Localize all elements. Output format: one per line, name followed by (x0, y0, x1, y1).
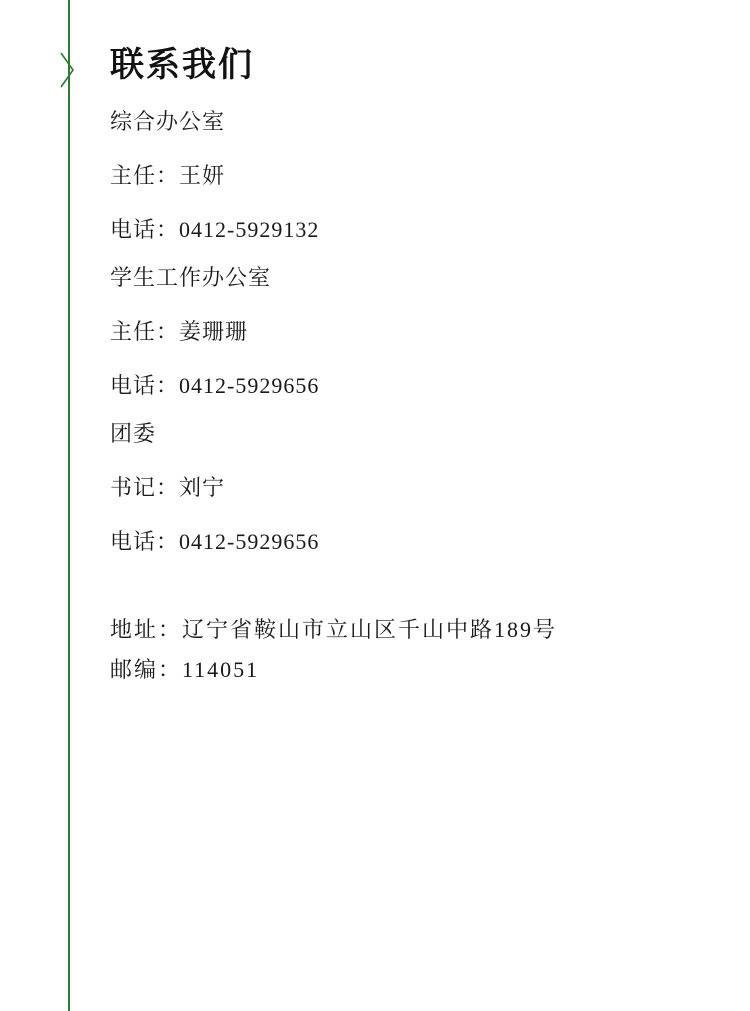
decorative-vertical-line (68, 0, 70, 1011)
contact-section-general-office (110, 108, 710, 242)
decorative-chevron-icon (60, 52, 76, 88)
section-director: 主任：王妍 (110, 162, 226, 188)
page-title: 联系我们 (110, 47, 254, 84)
address-line: 地址：辽宁省鞍山市立山区千山中路189号 (110, 616, 558, 642)
postcode-line: 邮编：114051 (110, 656, 260, 682)
section-secretary: 书记：刘宁 (110, 474, 226, 500)
contact-section-student-affairs-office (110, 264, 710, 398)
section-title: 团委 (110, 420, 157, 446)
address-block (110, 616, 710, 682)
document-body (110, 0, 710, 699)
section-phone: 电话：0412-5929132 (110, 216, 320, 242)
section-director: 主任：姜珊珊 (110, 318, 249, 344)
section-phone: 电话：0412-5929656 (110, 528, 320, 554)
section-title: 学生工作办公室 (110, 264, 272, 290)
section-phone: 电话：0412-5929656 (110, 372, 320, 398)
contact-section-youth-league-committee (110, 420, 710, 554)
section-title: 综合办公室 (110, 108, 226, 134)
